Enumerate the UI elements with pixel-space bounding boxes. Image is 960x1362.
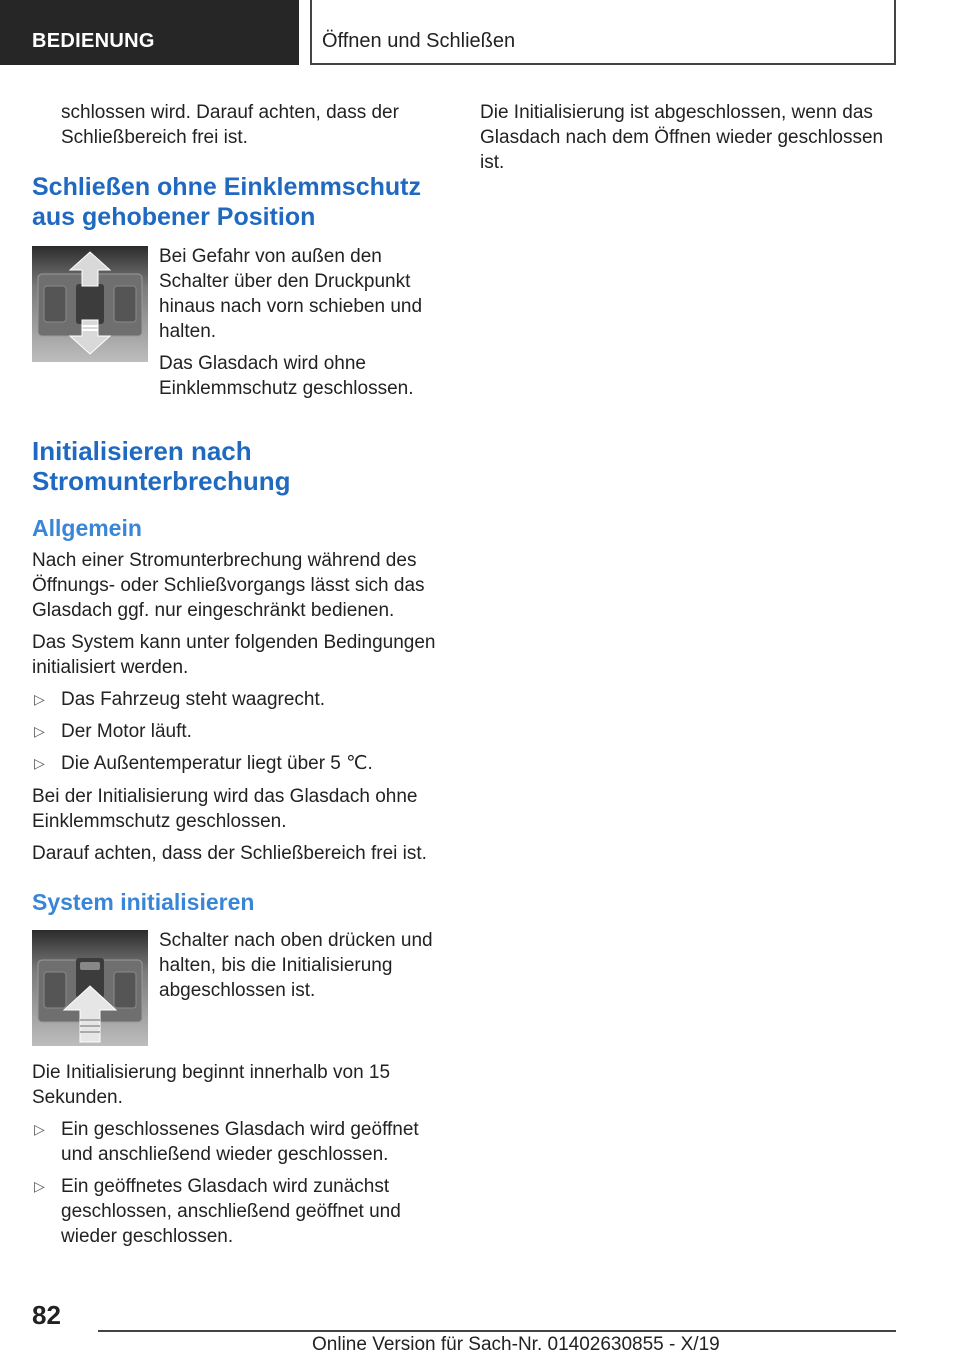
- roof-switch-push-forward-illustration: [32, 246, 148, 362]
- triangle-right-outline-icon: ▷: [34, 755, 45, 771]
- list-item: ▷ Ein geschlossenes Glasdach wird geöffnet und anschließend wieder geschlossen.: [34, 1119, 419, 1165]
- triangle-right-outline-icon: ▷: [34, 691, 45, 707]
- section-title: BEDIENUNG: [32, 30, 155, 52]
- triangle-right-outline-icon: ▷: [34, 723, 45, 739]
- allgemein-paragraph-4: Darauf achten, dass der Schließbereich frei ist.: [32, 843, 427, 864]
- footer-version-text: Online Version für Sach-Nr. 01402630855 - X/19: [312, 1334, 720, 1355]
- roof-switch-push-up-illustration: [32, 930, 148, 1046]
- intro-paragraph: schlossen wird. Darauf achten, dass der Schließbereich frei ist.: [61, 102, 399, 148]
- close-paragraph-2: Das Glasdach wird ohne Einklemmschutz geschlossen.: [159, 353, 414, 399]
- left-column: [32, 100, 450, 1257]
- heading-system-initialisieren: System initialisieren: [32, 889, 255, 915]
- page-number: 82: [32, 1300, 61, 1330]
- heading-allgemein: Allgemein: [32, 515, 142, 541]
- footer-divider: [98, 1330, 896, 1332]
- list-item: ▷ Das Fahrzeug steht waagrecht.: [34, 689, 326, 710]
- conditions-list: [32, 687, 450, 776]
- list-item: ▷ Ein geöffnetes Glasdach wird zunächst geschlossen, anschließend geöffnet und wieder geschlossen.: [34, 1176, 401, 1247]
- figure-row-close: [32, 244, 450, 408]
- triangle-right-outline-icon: ▷: [34, 1178, 45, 1194]
- chapter-title: Öffnen und Schließen: [322, 30, 516, 52]
- allgemein-paragraph-3: Bei der Initialisierung wird das Glasdach ohne Einklemmschutz geschlossen.: [32, 786, 418, 832]
- triangle-right-outline-icon: ▷: [34, 1121, 45, 1137]
- list-item: ▷ Der Motor läuft.: [34, 721, 192, 742]
- close-paragraph-1: Bei Gefahr von außen den Schalter über den Druckpunkt hinaus nach vorn schieben und halten.: [159, 246, 423, 342]
- allgemein-paragraph-1: Nach einer Stromunterbrechung während des Öffnungs- oder Schließvorgangs lässt sich das Glasdach ggf. nur eingeschränkt bedienen.: [32, 550, 425, 621]
- system-paragraph-2: Die Initialisierung beginnt innerhalb von 15 Sekunden.: [32, 1062, 391, 1108]
- heading-schliessen: Schließen ohne Einklemmschutz aus gehobener Position: [32, 173, 421, 231]
- section-tab: [0, 0, 299, 65]
- system-paragraph-1: Schalter nach oben drücken und halten, bis die Initialisierung abgeschlossen ist.: [159, 930, 433, 1001]
- heading-initialisieren: Initialisieren nach Stromunterbrechung: [32, 436, 291, 496]
- allgemein-paragraph-2: Das System kann unter folgenden Bedingungen initialisiert werden.: [32, 632, 436, 678]
- list-item: ▷ Die Außentemperatur liegt über 5 ℃.: [34, 753, 373, 774]
- figure-row-init: [32, 928, 450, 1046]
- steps-list: [32, 1117, 450, 1249]
- right-paragraph-1: Die Initialisierung ist abgeschlossen, wenn das Glasdach nach dem Öffnen wieder geschlossen ist.: [480, 102, 884, 173]
- chapter-tab: [310, 0, 896, 65]
- right-column: [480, 100, 900, 182]
